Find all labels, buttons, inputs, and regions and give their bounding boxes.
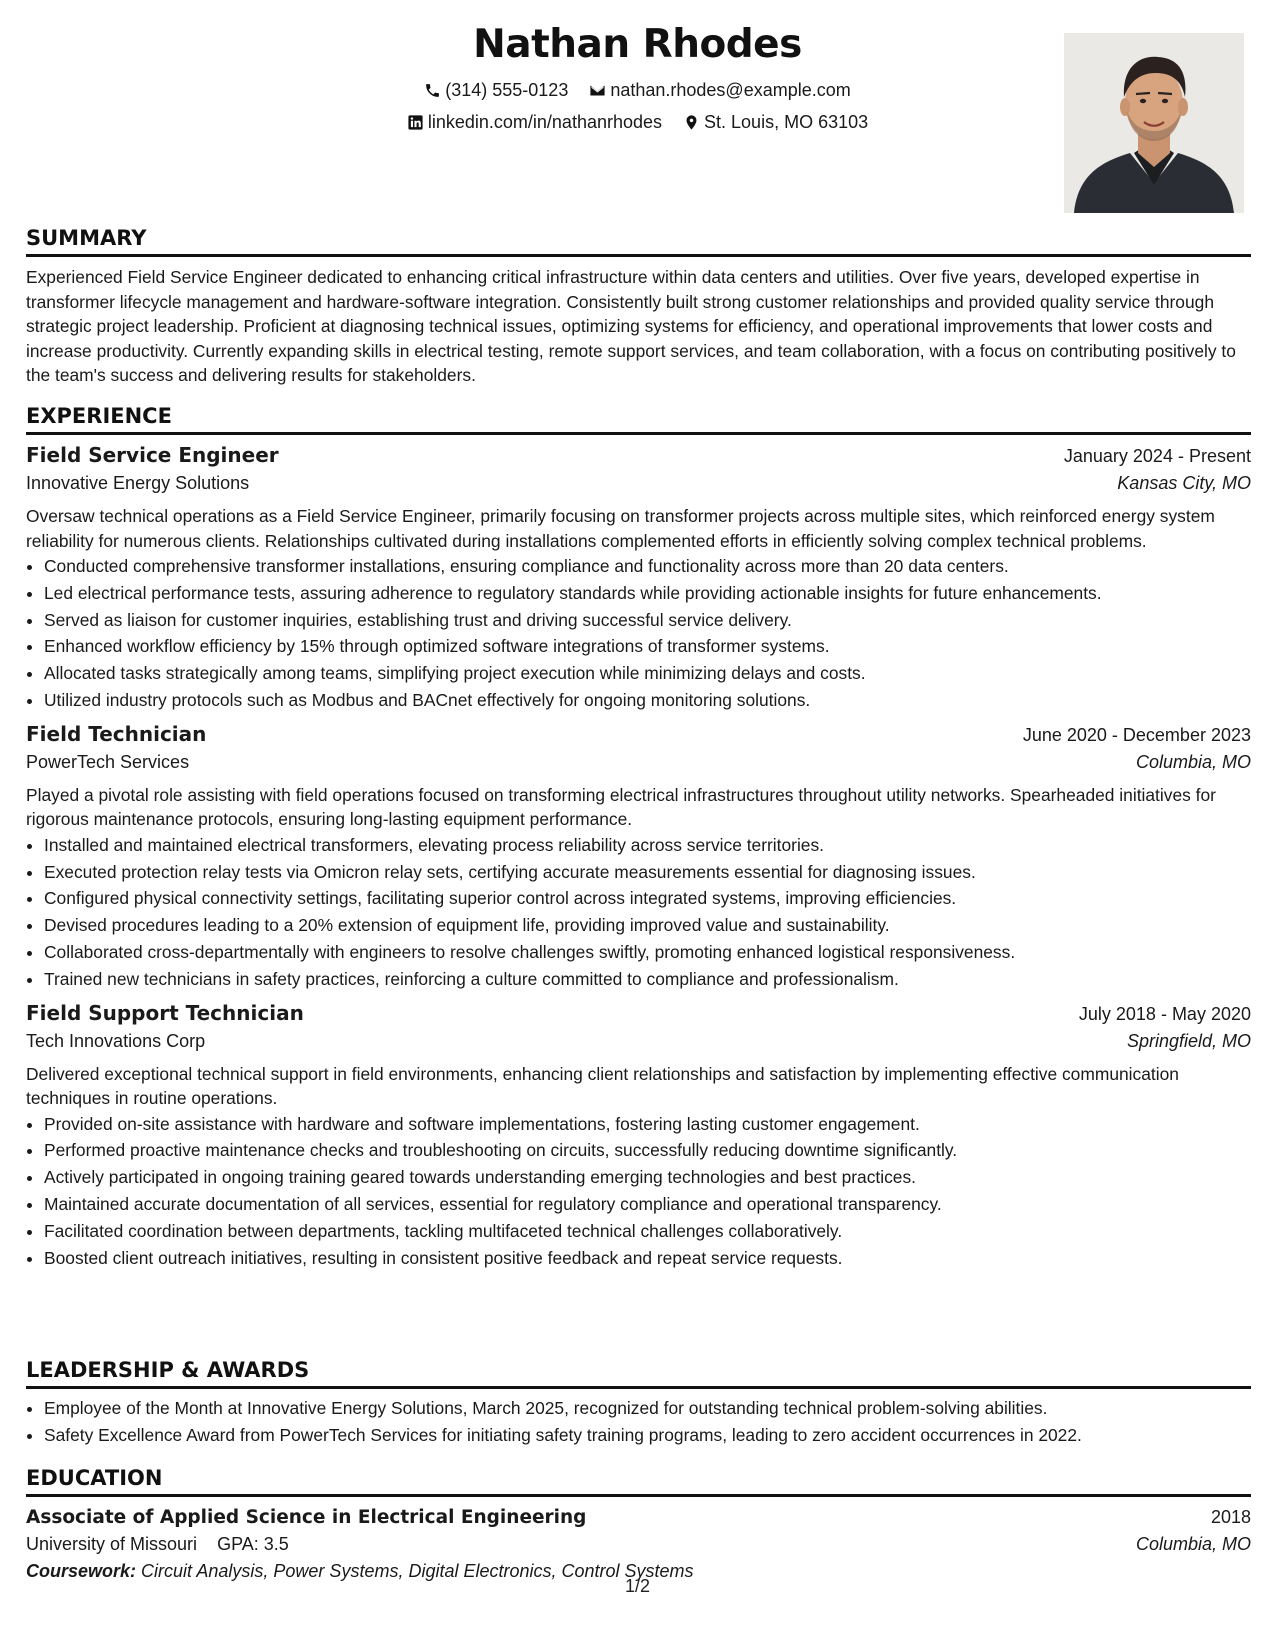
linkedin-text[interactable]: linkedin.com/in/nathanrhodes [427,112,663,132]
job-title: Field Support Technician [26,1000,304,1025]
job-bullets [26,553,1251,714]
list-item: • Allocated tasks strategically among teams, simplifying project execution while minimizing delays and costs. [44,660,1251,687]
job-dates: June 2020 - December 2023 [1022,724,1251,745]
job-title: Field Technician [26,721,207,746]
job-entry [26,1001,1251,1272]
list-item: • Facilitated coordination between departments, tackling multifaceted technical challenges collaboratively. [44,1218,1251,1245]
coursework-label: Coursework: [26,1561,137,1581]
education-degree: Associate of Applied Science in Electrical Engineering [26,1507,587,1528]
job-location: Kansas City, MO [1117,473,1251,493]
contact-location [683,112,868,133]
map-pin-icon [683,114,700,131]
list-item: • Devised procedures leading to a 20% extension of equipment life, providing improved value and sustainability. [44,912,1251,939]
page-number: 1/2 [624,1576,651,1596]
experience-heading: EXPERIENCE [26,404,1251,435]
envelope-icon [589,82,606,99]
list-item: • Enhanced workflow efficiency by 15% through optimized software integrations of transformer systems. [44,633,1251,660]
job-company: Innovative Energy Solutions [26,473,250,493]
awards-heading: LEADERSHIP & AWARDS [26,1358,1251,1389]
phone-text: (314) 555-0123 [445,80,569,100]
summary-section [26,226,1251,388]
job-bullets [26,832,1251,993]
location-text: St. Louis, MO 63103 [704,112,869,132]
education-gpa: GPA: 3.5 [217,1534,289,1554]
linkedin-icon [407,114,424,131]
awards-list [26,1395,1251,1449]
job-description: Delivered exceptional technical support in field environments, enhancing client relationships and satisfaction by implementing effective communication techniques in routine operations. [26,1063,1179,1109]
job-bullets [26,1111,1251,1272]
list-item: • Trained new technicians in safety practices, reinforcing a culture committed to compliance and professionalism. [44,966,1251,993]
list-item: • Employee of the Month at Innovative Energy Solutions, March 2025, recognized for outstanding technical problem-solving abilities. [44,1395,1251,1422]
job-dates: July 2018 - May 2020 [1078,1003,1251,1024]
list-item: • Executed protection relay tests via Omicron relay sets, certifying accurate measurements essential for diagnosing issues. [44,859,1251,886]
list-item: • Served as liaison for customer inquiries, establishing trust and driving successful service delivery. [44,607,1251,634]
contact-phone [424,80,568,101]
job-description: Oversaw technical operations as a Field Service Engineer, primarily focusing on transformer projects across multiple sites, which reinforced energy system reliability for numerous clients. Relationships cultivated during installations complemented efforts in efficiently solving complex technical problems. [26,506,1215,551]
list-item: • Configured physical connectivity settings, facilitating superior control across integrated systems, improving efficiencies. [44,885,1251,912]
experience-section [26,404,1251,1271]
job-company: Tech Innovations Corp [26,1030,206,1051]
list-item: • Safety Excellence Award from PowerTech Services for initiating safety training programs, leading to zero accident occurrences in 2022. [44,1422,1251,1449]
job-company: PowerTech Services [26,751,190,772]
portrait-illustration [1064,33,1244,213]
profile-photo [1064,33,1244,213]
email-text[interactable]: nathan.rhodes@example.com [610,80,851,100]
education-school-line [26,1534,289,1555]
list-item: • Collaborated cross-departmentally with engineers to resolve challenges swiftly, promoting enhanced logistical responsiveness. [44,939,1251,966]
education-school: University of Missouri [26,1534,198,1554]
contact-linkedin[interactable] [407,112,662,133]
list-item: • Conducted comprehensive transformer installations, ensuring compliance and functionality across more than 20 data centers. [44,553,1251,580]
list-item: • Installed and maintained electrical transformers, elevating process reliability across service territories. [44,832,1251,859]
candidate-name: Nathan Rhodes [473,22,802,67]
job-description: Played a pivotal role assisting with field operations focused on transforming electrical infrastructures throughout utility networks. Spearheaded initiatives for rigorous maintenance protocols, ensuring long-lasting equipment performance. [26,784,1216,830]
education-location: Columbia, MO [1135,1534,1251,1554]
summary-heading: SUMMARY [26,226,1251,257]
list-item: • Performed proactive maintenance checks and troubleshooting on circuits, successfully reducing downtime significantly. [44,1137,1251,1164]
list-item: • Provided on-site assistance with hardware and software implementations, fostering lasting customer engagement. [44,1111,1251,1138]
job-title: Field Service Engineer [26,443,279,467]
job-location: Columbia, MO [1135,751,1251,772]
education-year: 2018 [1210,1507,1251,1527]
summary-text: Experienced Field Service Engineer dedicated to enhancing critical infrastructure within data centers and utilities. Over five years, developed expertise in transformer lifecycle management and hardware-software integration. Consistently built strong customer relationships and provided quality service through strategic project leadership. Proficient at diagnosing technical issues, optimizing systems for efficiency, and operational improvements that lower costs and increase productivity. Currently expanding skills in electrical testing, remote support services, and team collaboration, with a focus on contributing positively to the team's success and delivering results for stakeholders. [26,267,1236,385]
list-item: • Actively participated in ongoing training geared towards understanding emerging technologies and best practices. [44,1164,1251,1191]
education-section [26,1466,1251,1582]
list-item: • Maintained accurate documentation of all services, essential for regulatory compliance and operational transparency. [44,1191,1251,1218]
job-entry [26,443,1251,714]
phone-icon [424,82,441,99]
list-item: • Boosted client outreach initiatives, resulting in consistent positive feedback and repeat service requests. [44,1245,1251,1272]
education-heading: EDUCATION [26,1466,1251,1497]
list-item: • Led electrical performance tests, assuring adherence to regulatory standards while providing actionable insights for future enhancements. [44,580,1251,607]
job-dates: January 2024 - Present [1063,446,1251,466]
contact-email[interactable] [589,80,850,101]
list-item: • Utilized industry protocols such as Modbus and BACnet effectively for ongoing monitoring solutions. [44,687,1251,714]
awards-section [26,1358,1251,1449]
job-location: Springfield, MO [1126,1030,1251,1051]
job-entry [26,722,1251,993]
coursework-text: Circuit Analysis, Power Systems, Digital Electronics, Control Systems [141,1561,694,1581]
